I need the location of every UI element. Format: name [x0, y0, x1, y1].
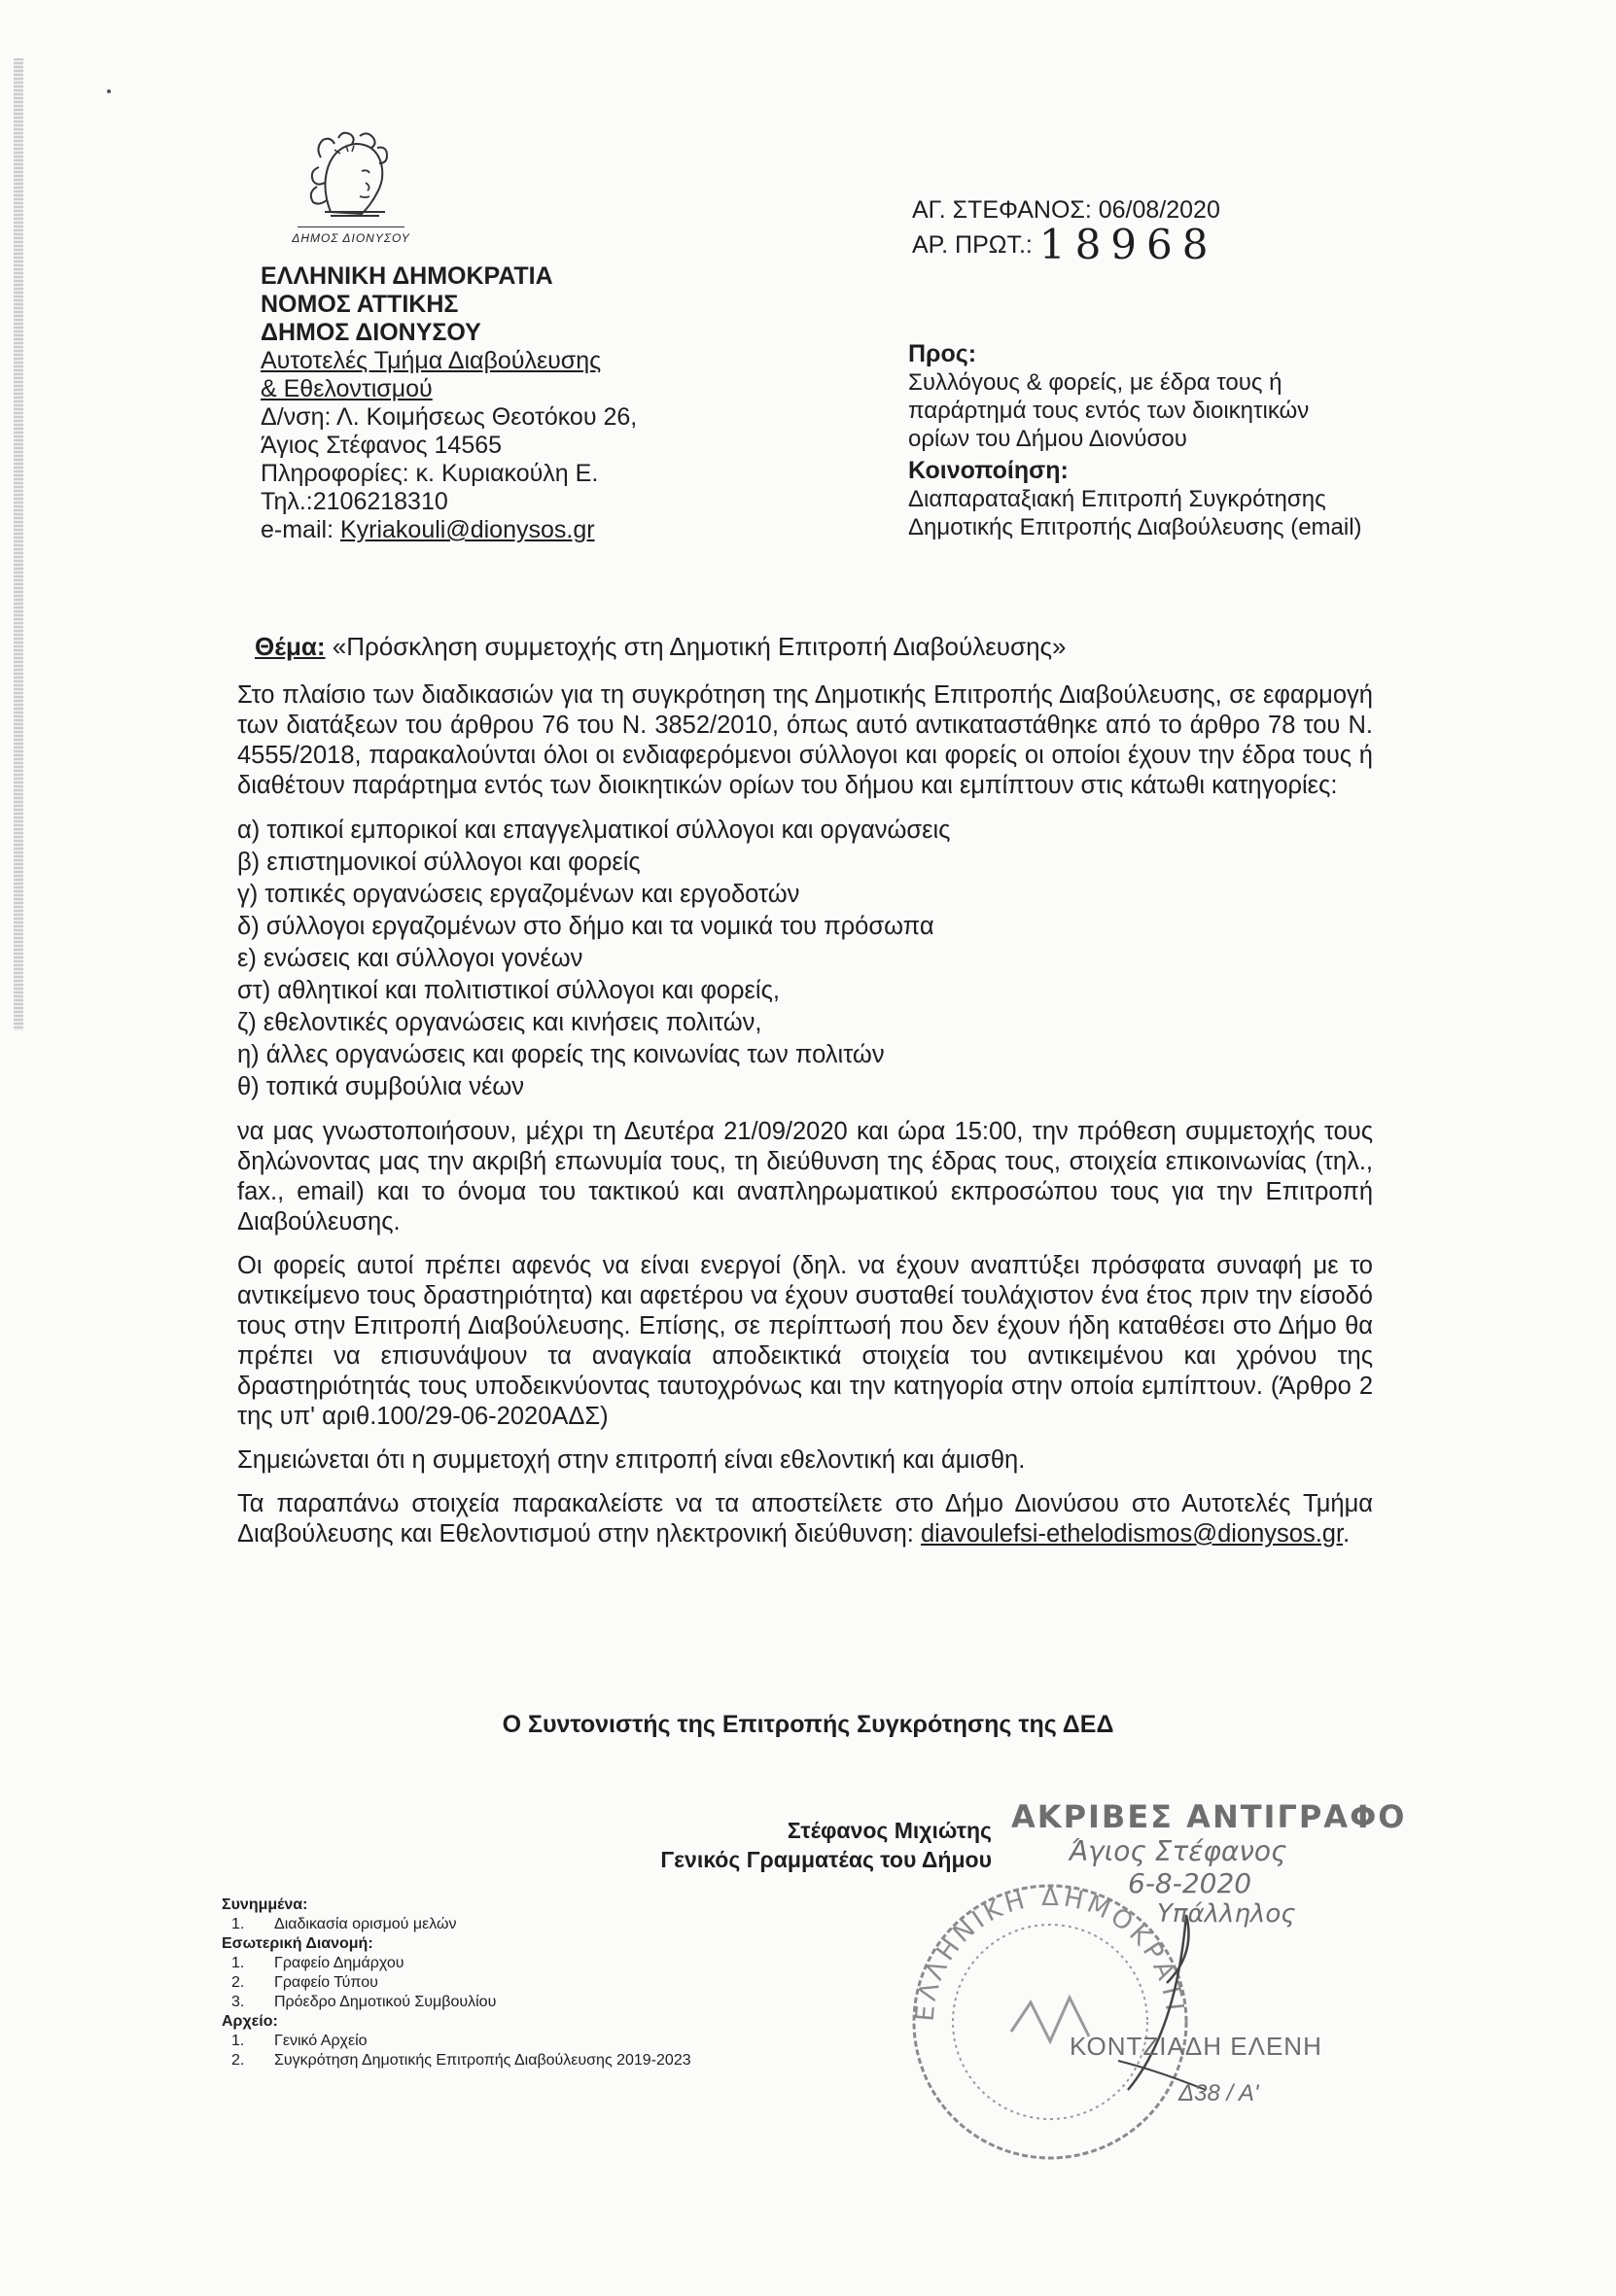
internal-distribution-item-number: 2.: [231, 1974, 245, 1991]
category-item: ε) ενώσεις και σύλλογοι γονέων: [237, 945, 583, 972]
category-item: δ) σύλλογοι εργαζομένων στο δήμο και τα νομικά του πρόσωπα: [237, 913, 934, 940]
intro-paragraph: Στο πλαίσιο των διαδικασιών για τη συγκρότηση της Δημοτικής Επιτροπής Διαβούλευσης, σε εφαρμογή των διατάξεων του άρθρου 76 του Ν. 3852/2010, όπως αυτό αντικαταστάθηκε από το άρθρο 78 του Ν. 4555/2018, παρακαλούνται όλοι οι ενδιαφερόμενοι σύλλογοι και φορείς οι οποίοι έχουν την έδρα τους ή διαθέτουν παράρτημα εντός των διοικητικών ορίων του δήμου και εμπίπτουν στις κάτωθι κατηγορίες:: [237, 681, 1373, 799]
cc-line-1: Διαπαραταξιακή Επιτροπή Συγκρότησης: [908, 486, 1326, 512]
cc-heading: Κοινοποίηση:: [908, 457, 1069, 484]
stamp-employee-name: ΚΟΝΤΖΙΑΔΗ ΕΛΕΝΗ: [1070, 2032, 1322, 2061]
address-line-2: Άγιος Στέφανος 14565: [261, 432, 503, 459]
internal-distribution-item: [222, 1954, 805, 1973]
subject-label: Θέμα:: [255, 632, 326, 661]
archive-item-text: Συγκρότηση Δημοτικής Επιτροπής Διαβούλευσης 2019-2023: [274, 2052, 691, 2069]
protocol-label: ΑΡ. ΠΡΩΤ.:: [912, 231, 1033, 259]
scan-edge-artifact: [14, 58, 23, 1030]
stamp-title: ΑΚΡΙΒΕΣ ΑΝΤΙΓΡΑΦΟ: [1011, 1798, 1407, 1835]
category-item: στ) αθλητικοί και πολιτιστικοί σύλλογοι και φορείς,: [237, 977, 780, 1004]
phone-number: Τηλ.:2106218310: [261, 488, 448, 515]
protocol-number: 18968: [1038, 221, 1218, 268]
internal-distribution-item-number: 3.: [231, 1994, 245, 2010]
to-line-3: ορίων του Δήμου Διονύσου: [908, 426, 1187, 452]
document-date: ΑΓ. ΣΤΕΦΑΝΟΣ: 06/08/2020: [912, 196, 1220, 224]
address-line-1: Δ/νση: Λ. Κοιμήσεως Θεοτόκου 26,: [261, 403, 638, 431]
attachment-item-number: 1.: [231, 1916, 245, 1932]
to-line-1: Συλλόγους & φορείς, με έδρα τους ή: [908, 369, 1282, 396]
signer-title: Γενικός Γραμματέας του Δήμου: [660, 1847, 992, 1872]
municipality-logo: [292, 128, 410, 243]
cc-line-2: Δημοτικής Επιτροπής Διαβούλευσης (email): [908, 514, 1362, 540]
contact-person: Πληροφορίες: κ. Κυριακούλη Ε.: [261, 460, 599, 487]
category-item: α) τοπικοί εμπορικοί και επαγγελματικοί σύλλογοι και οργανώσεις: [237, 817, 951, 844]
sender-block: [261, 262, 679, 544]
letter-body: [237, 680, 1373, 1563]
internal-distribution-heading: Εσωτερική Διανομή:: [222, 1935, 373, 1952]
internal-distribution-list: [222, 1954, 805, 2012]
attachment-item: [222, 1915, 805, 1934]
attachment-item-text: Διαδικασία ορισμού μελών: [274, 1916, 457, 1932]
dionysus-head-icon: [292, 128, 410, 226]
archive-heading: Αρχείο:: [222, 2013, 278, 2030]
department-line-1: Αυτοτελές Τμήμα Διαβούλευσης: [261, 347, 602, 374]
category-item: ζ) εθελοντικές οργανώσεις και κινήσεις πολιτών,: [237, 1009, 762, 1036]
deadline-paragraph: να μας γνωστοποιήσουν, μέχρι τη Δευτέρα 21/09/2020 και ώρα 15:00, την πρόθεση συμμετοχής τους δηλώνοντας μας την ακριβή επωνυμία τους, τη διεύθυνση της έδρας τους, στοιχεία επικοινωνίας (τηλ., fax., email) και το όνομα του τακτικού και αναπληρωματικού εκπροσώπου τους για την Επιτροπή Διαβούλευσης.: [237, 1118, 1373, 1235]
email-link[interactable]: Kyriakouli@dionysos.gr: [339, 516, 595, 543]
archive-item-number: 2.: [231, 2052, 245, 2069]
category-list: [237, 815, 1373, 1103]
scan-speck: [107, 89, 111, 93]
submission-end: .: [1343, 1520, 1351, 1548]
logo-caption: ΔΗΜΟΣ ΔΙΟΝΥΣΟΥ: [292, 231, 410, 245]
submission-text: Τα παραπάνω στοιχεία παρακαλείστε να τα αποστείλετε στο Δήμο Διονύσου στο Αυτοτελές Τμήμα Διαβούλευσης και Εθελοντισμού στην ηλεκτρονική διεύθυνση:: [237, 1490, 1373, 1548]
logo-rule: [298, 226, 404, 227]
internal-distribution-item: [222, 1993, 805, 2012]
category-item: γ) τοπικές οργανώσεις εργαζομένων και εργοδοτών: [237, 881, 800, 908]
republic-heading: ΕΛΛΗΝΙΚΗ ΔΗΜΟΚΡΑΤΙΑ: [261, 262, 553, 290]
archive-item: [222, 2032, 805, 2051]
submission-email-link[interactable]: diavoulefsi-ethelodismos@dionysos.gr: [920, 1520, 1344, 1548]
department-line-2: & Εθελοντισμού: [261, 375, 433, 402]
email-line: [261, 516, 679, 544]
volunteer-note: Σημειώνεται ότι η συμμετοχή στην επιτροπή είναι εθελοντική και άμισθη.: [237, 1446, 1026, 1474]
recipients-block: [908, 340, 1414, 541]
category-item: η) άλλες οργανώσεις και φορείς της κοινωνίας των πολιτών: [237, 1041, 885, 1068]
submission-paragraph: [237, 1489, 1373, 1549]
coordinator-title: Ο Συντονιστής της Επιτροπής Συγκρότησης της ΔΕΔ: [502, 1711, 1114, 1738]
internal-distribution-item-text: Γραφείο Τύπου: [274, 1974, 378, 1991]
stamp-role: Υπάλληλος: [1157, 1899, 1296, 1929]
category-item: β) επιστημονικοί σύλλογοι και φορείς: [237, 849, 641, 876]
internal-distribution-item-text: Γραφείο Δημάρχου: [274, 1955, 404, 1971]
subject-text: «Πρόσκληση συμμετοχής στη Δημοτική Επιτροπή Διαβούλευσης»: [325, 632, 1067, 661]
archive-item: [222, 2051, 805, 2070]
category-item: θ) τοπικά συμβούλια νέων: [237, 1073, 525, 1100]
archive-item-text: Γενικό Αρχείο: [274, 2033, 368, 2049]
stamp-place: Άγιος Στέφανος: [1070, 1835, 1287, 1867]
certified-copy-stamp: [1011, 1798, 1420, 1929]
prefecture-heading: ΝΟΜΟΣ ΑΤΤΙΚΗΣ: [261, 291, 459, 318]
archive-list: [222, 2032, 805, 2070]
reference-block: [912, 195, 1418, 268]
stamp-code: Δ38 / Α': [1178, 2080, 1259, 2106]
seal-arc-text: ΕΛΛΗΝΙΚΗ ΔΗΜΟΚΡΑΤΙ: [910, 1882, 1189, 2023]
municipality-heading: ΔΗΜΟΣ ΔΙΟΝΥΣΟΥ: [261, 319, 481, 346]
internal-distribution-item-number: 1.: [231, 1955, 245, 1971]
requirements-paragraph: Οι φορείς αυτοί πρέπει αφενός να είναι ενεργοί (δηλ. να έχουν αναπτύξει πρόσφατα συναφή με το αντικείμενο τους δραστηριότητα) και αφετέρου να έχουν συσταθεί τουλάχιστον ένα έτος πριν την είσοδό τους στην Επιτροπή Διαβούλευσης. Επίσης, σε περίπτωσή που δεν έχουν ήδη καταθέσει στο Δήμο θα πρέπει να επισυνάψουν τα αναγκαία αποδεικτικά στοιχεία του αντικειμένου και χρόνου της δραστηριότητάς τους υποδεικνύοντας ταυτοχρόνως και την κατηγορία στην οποία εμπίπτουν. (Άρθρο 2 της υπ' αριθ.100/29-06-2020ΑΔΣ): [237, 1252, 1373, 1430]
signer-name: Στέφανος Μιχιώτης: [787, 1818, 992, 1843]
internal-distribution-item: [222, 1973, 805, 1993]
email-label: e-mail:: [261, 516, 340, 543]
attachments-block: [222, 1896, 805, 2070]
internal-distribution-item-text: Πρόεδρο Δημοτικού Συμβουλίου: [274, 1994, 497, 2010]
to-line-2: παράρτημά τους εντός των διοικητικών: [908, 398, 1310, 424]
attachments-heading: Συνημμένα:: [222, 1896, 308, 1913]
to-heading: Προς:: [908, 340, 977, 367]
attachments-list: [222, 1915, 805, 1934]
protocol-row: [912, 221, 1418, 268]
stamp-date: 6-8-2020: [1128, 1867, 1252, 1899]
subject-line: [255, 632, 1373, 662]
archive-item-number: 1.: [231, 2033, 245, 2049]
